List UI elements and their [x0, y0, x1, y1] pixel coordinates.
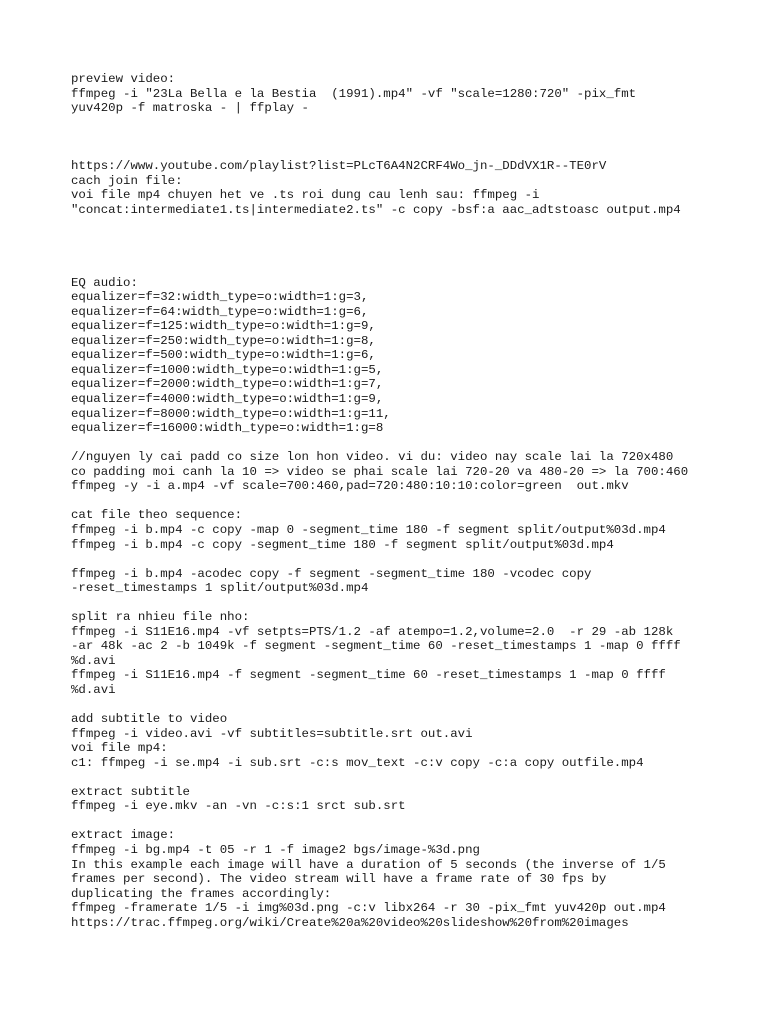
text-line: ffmpeg -i eye.mkv -an -vn -c:s:1 srct sub.srt [71, 799, 406, 814]
text-line: ffmpeg -i b.mp4 -c copy -map 0 -segment_time 180 -f segment split/output%03d.mp4 [71, 522, 666, 537]
text-line: -ar 48k -ac 2 -b 1049k -f segment -segment_time 60 -reset_timestamps 1 -map 0 ffff [71, 639, 681, 654]
text-line: ffmpeg -y -i a.mp4 -vf scale=700:460,pad=720:480:10:10:color=green out.mkv [71, 479, 629, 494]
blank-line [71, 552, 751, 567]
text-line: EQ audio: [71, 275, 138, 290]
blank-line [71, 247, 751, 262]
text-line: co padding moi canh la 10 => video se phai scale lai 720-20 va 480-20 => la 700:460 [71, 464, 689, 479]
text-line: split ra nhieu file nho: [71, 610, 250, 625]
text-line: -reset_timestamps 1 split/output%03d.mp4 [71, 581, 369, 596]
text-line: equalizer=f=16000:width_type=o:width=1:g=8 [71, 421, 384, 436]
text-line: ffmpeg -i S11E16.mp4 -f segment -segment_time 60 -reset_timestamps 1 -map 0 ffff [71, 668, 666, 683]
text-line: equalizer=f=8000:width_type=o:width=1:g=11, [71, 406, 391, 421]
text-line: %d.avi [71, 653, 116, 668]
text-line: %d.avi [71, 682, 116, 697]
text-line: ffmpeg -i "23La Bella e la Bestia (1991).mp4" -vf "scale=1280:720" -pix_fmt [71, 86, 637, 101]
blank-line [71, 217, 751, 232]
text-line: extract image: [71, 828, 176, 843]
text-line: cat file theo sequence: [71, 508, 243, 523]
text-line: ffmpeg -i S11E16.mp4 -vf setpts=PTS/1.2 -af atempo=1.2,volume=2.0 -r 29 -ab 128k [71, 624, 674, 639]
text-line: add subtitle to video [71, 712, 228, 727]
blank-line [71, 596, 751, 611]
blank-line [71, 145, 751, 160]
blank-line [71, 261, 751, 276]
text-line: "concat:intermediate1.ts|intermediate2.ts" -c copy -bsf:a aac_adtstoasc output.mp4 [71, 202, 681, 217]
document-page [71, 72, 751, 930]
text-line: ffmpeg -i video.avi -vf subtitles=subtitle.srt out.avi [71, 726, 473, 741]
blank-line [71, 814, 751, 829]
blank-line [71, 770, 751, 785]
text-line: ffmpeg -i b.mp4 -acodec copy -f segment -segment_time 180 -vcodec copy [71, 566, 592, 581]
text-line: https://www.youtube.com/playlist?list=PLcT6A4N2CRF4Wo_jn-_DDdVX1R--TE0rV [71, 159, 607, 174]
text-line: https://trac.ffmpeg.org/wiki/Create%20a%20video%20slideshow%20from%20images [71, 915, 629, 930]
text-line: extract subtitle [71, 784, 190, 799]
blank-line [71, 494, 751, 509]
text-line: equalizer=f=125:width_type=o:width=1:g=9, [71, 319, 376, 334]
text-line: ffmpeg -i bg.mp4 -t 05 -r 1 -f image2 bgs/image-%3d.png [71, 842, 480, 857]
text-line: frames per second). The video stream will have a frame rate of 30 fps by [71, 872, 607, 887]
text-line: cach join file: [71, 173, 183, 188]
text-line: equalizer=f=64:width_type=o:width=1:g=6, [71, 304, 369, 319]
blank-line [71, 130, 751, 145]
blank-line [71, 116, 751, 131]
text-line: In this example each image will have a duration of 5 seconds (the inverse of 1/5 [71, 857, 666, 872]
text-line: equalizer=f=1000:width_type=o:width=1:g=5, [71, 362, 384, 377]
text-line: equalizer=f=4000:width_type=o:width=1:g=9, [71, 392, 384, 407]
text-line: ffmpeg -i b.mp4 -c copy -segment_time 180 -f segment split/output%03d.mp4 [71, 537, 614, 552]
text-line: preview video: [71, 72, 176, 86]
blank-line [71, 232, 751, 247]
blank-line [71, 698, 751, 713]
text-line: equalizer=f=500:width_type=o:width=1:g=6, [71, 348, 376, 363]
text-line: equalizer=f=250:width_type=o:width=1:g=8, [71, 333, 376, 348]
text-line: //nguyen ly cai padd co size lon hon video. vi du: video nay scale lai la 720x480 [71, 450, 674, 465]
text-line: equalizer=f=32:width_type=o:width=1:g=3, [71, 290, 369, 305]
text-line: c1: ffmpeg -i se.mp4 -i sub.srt -c:s mov_text -c:v copy -c:a copy outfile.mp4 [71, 755, 644, 770]
text-line: ffmpeg -framerate 1/5 -i img%03d.png -c:v libx264 -r 30 -pix_fmt yuv420p out.mp4 [71, 901, 666, 916]
text-line: yuv420p -f matroska - | ffplay - [71, 101, 309, 116]
text-line: equalizer=f=2000:width_type=o:width=1:g=7, [71, 377, 384, 392]
text-line: voi file mp4 chuyen het ve .ts roi dung cau lenh sau: ffmpeg -i [71, 188, 540, 203]
text-line: voi file mp4: [71, 741, 168, 756]
text-line: duplicating the frames accordingly: [71, 886, 332, 901]
blank-line [71, 436, 751, 451]
